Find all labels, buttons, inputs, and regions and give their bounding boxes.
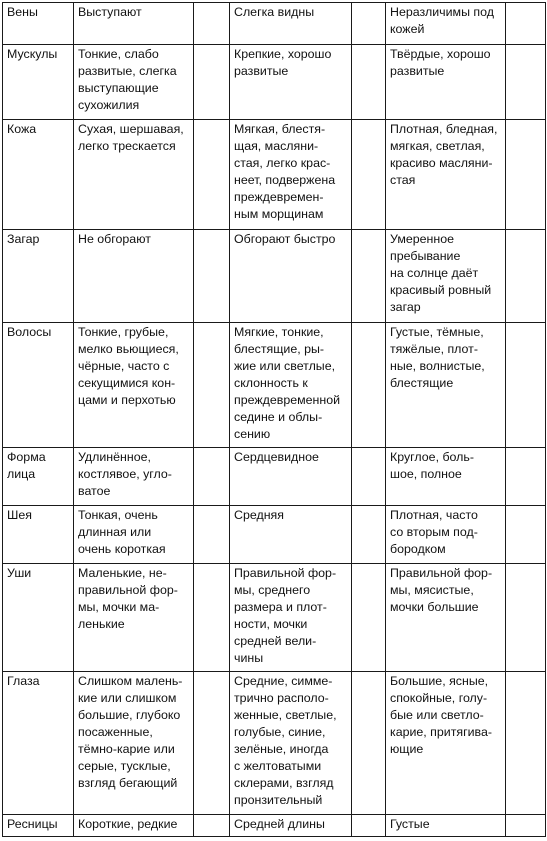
- row-label-cell: [3, 564, 74, 672]
- row-label-cell: [3, 3, 74, 45]
- table-row: [3, 230, 546, 323]
- row-label: Кожа: [7, 122, 37, 136]
- trait-cell-type-3: [386, 3, 506, 45]
- empty-cell: [194, 564, 230, 672]
- trait-text: Тонкая, очень длинная или очень короткая: [78, 508, 166, 556]
- trait-cell-type-3: [386, 323, 506, 448]
- row-label: Форма лица: [7, 450, 46, 481]
- empty-cell: [194, 45, 230, 120]
- trait-cell-type-1: [74, 506, 194, 564]
- trait-text: Густые, тёмные, тяжёлые, плот- ные, волнистые, блестящие: [390, 325, 485, 390]
- row-label-cell: [3, 815, 74, 837]
- empty-cell: [352, 120, 386, 230]
- empty-cell: [194, 815, 230, 837]
- trait-cell-type-3: [386, 672, 506, 815]
- trait-text: Плотная, часто со вторым под- бородком: [390, 508, 478, 556]
- trait-cell-type-3: [386, 45, 506, 120]
- trait-text: Удлинённое, костлявое, угло- ватое: [78, 450, 172, 498]
- empty-cell: [352, 672, 386, 815]
- trait-cell-type-3: [386, 230, 506, 323]
- trait-cell-type-2: [230, 448, 352, 506]
- row-label-cell: [3, 323, 74, 448]
- empty-cell: [506, 815, 546, 837]
- trait-cell-type-2: [230, 45, 352, 120]
- trait-cell-type-2: [230, 564, 352, 672]
- trait-text: Маленькие, не- правильной фор- мы, мочки ма- ленькие: [78, 566, 178, 631]
- trait-cell-type-1: [74, 230, 194, 323]
- trait-text: Неразличимы под кожей: [390, 5, 494, 36]
- row-label-cell: [3, 230, 74, 323]
- trait-cell-type-1: [74, 45, 194, 120]
- row-label: Загар: [7, 232, 40, 246]
- empty-cell: [506, 564, 546, 672]
- empty-cell: [352, 45, 386, 120]
- trait-text: Средней длины: [234, 817, 325, 831]
- trait-cell-type-3: [386, 506, 506, 564]
- trait-cell-type-2: [230, 506, 352, 564]
- empty-cell: [352, 3, 386, 45]
- trait-cell-type-1: [74, 564, 194, 672]
- constitution-traits-table: [2, 2, 546, 837]
- row-label: Уши: [7, 566, 32, 580]
- trait-text: Слегка видны: [234, 5, 315, 19]
- trait-cell-type-3: [386, 448, 506, 506]
- empty-cell: [506, 323, 546, 448]
- trait-text: Не обгорают: [78, 232, 151, 246]
- trait-text: Умеренное пребывание на солнце даёт красивый ровный загар: [390, 232, 492, 314]
- row-label-cell: [3, 120, 74, 230]
- trait-cell-type-2: [230, 323, 352, 448]
- table-row: [3, 45, 546, 120]
- trait-cell-type-1: [74, 323, 194, 448]
- row-label-cell: [3, 448, 74, 506]
- trait-cell-type-2: [230, 230, 352, 323]
- empty-cell: [506, 672, 546, 815]
- empty-cell: [506, 3, 546, 45]
- trait-text: Слишком малень- кие или слишком большие, глубоко посаженные, тёмно-карие или серые, тусклые, взгляд бегающий: [78, 674, 183, 790]
- row-label: Шея: [7, 508, 32, 522]
- empty-cell: [352, 323, 386, 448]
- trait-text: Сердцевидное: [234, 450, 319, 464]
- trait-cell-type-3: [386, 564, 506, 672]
- trait-cell-type-3: [386, 815, 506, 837]
- table-row: [3, 506, 546, 564]
- trait-cell-type-3: [386, 120, 506, 230]
- trait-text: Средние, симме- трично располо- женные, светлые, голубые, синие, зелёные, иногда с желтоватыми склерами, взгляд пронзительный: [234, 674, 337, 807]
- empty-cell: [506, 230, 546, 323]
- empty-cell: [194, 672, 230, 815]
- empty-cell: [194, 448, 230, 506]
- empty-cell: [194, 323, 230, 448]
- empty-cell: [194, 230, 230, 323]
- empty-cell: [352, 506, 386, 564]
- row-label: Глаза: [7, 674, 40, 688]
- empty-cell: [506, 506, 546, 564]
- trait-text: Крепкие, хорошо развитые: [234, 47, 332, 78]
- empty-cell: [506, 448, 546, 506]
- trait-cell-type-1: [74, 120, 194, 230]
- row-label: Мускулы: [7, 47, 58, 61]
- trait-text: Мягкая, блестя- щая, масляни- стая, легко крас- неет, подвержена преждевремен- ным морщинам: [234, 122, 336, 221]
- row-label: Ресницы: [7, 817, 58, 831]
- empty-cell: [352, 448, 386, 506]
- empty-cell: [506, 120, 546, 230]
- trait-text: Обгорают быстро: [234, 232, 336, 246]
- row-label-cell: [3, 506, 74, 564]
- trait-text: Выступают: [78, 5, 142, 19]
- table-row: [3, 3, 546, 45]
- table-row: [3, 815, 546, 837]
- trait-cell-type-1: [74, 815, 194, 837]
- empty-cell: [506, 45, 546, 120]
- trait-text: Тонкие, грубые, мелко вьющиеся, чёрные, часто с секущимися кон- цами и перхотью: [78, 325, 179, 407]
- trait-text: Тонкие, слабо развитые, слегка выступающие сухожилия: [78, 47, 177, 112]
- empty-cell: [352, 815, 386, 837]
- trait-cell-type-1: [74, 448, 194, 506]
- trait-cell-type-1: [74, 3, 194, 45]
- row-label: Волосы: [7, 325, 52, 339]
- trait-text: Правильной фор- мы, среднего размера и плот- ности, мочки средней вели- чины: [234, 566, 337, 665]
- empty-cell: [194, 506, 230, 564]
- trait-text: Большие, ясные, спокойные, голу- бые или светло- карие, притягива- ющие: [390, 674, 492, 756]
- table-row: [3, 120, 546, 230]
- empty-cell: [194, 3, 230, 45]
- trait-cell-type-2: [230, 120, 352, 230]
- trait-cell-type-2: [230, 3, 352, 45]
- empty-cell: [352, 564, 386, 672]
- trait-text: Сухая, шершавая, легко трескается: [78, 122, 184, 153]
- table-row: [3, 564, 546, 672]
- table-row: [3, 323, 546, 448]
- document-page: [2, 2, 545, 839]
- trait-text: Плотная, бледная, мягкая, светлая, красиво масляни- стая: [390, 122, 498, 187]
- empty-cell: [194, 120, 230, 230]
- trait-cell-type-2: [230, 815, 352, 837]
- trait-text: Мягкие, тонкие, блестящие, ры- жие или светлые, склонность к преждевременной седине и облы- сению: [234, 325, 341, 441]
- row-label-cell: [3, 45, 74, 120]
- trait-text: Твёрдые, хорошо развитые: [390, 47, 491, 78]
- table-row: [3, 672, 546, 815]
- trait-text: Средняя: [234, 508, 284, 522]
- trait-cell-type-2: [230, 672, 352, 815]
- row-label-cell: [3, 672, 74, 815]
- empty-cell: [352, 230, 386, 323]
- trait-text: Круглое, боль- шое, полное: [390, 450, 474, 481]
- trait-text: Короткие, редкие: [78, 817, 178, 831]
- trait-text: Правильной фор- мы, мясистые, мочки большие: [390, 566, 493, 614]
- row-label: Вены: [7, 5, 38, 19]
- table-row: [3, 448, 546, 506]
- trait-text: Густые: [390, 817, 430, 831]
- trait-cell-type-1: [74, 672, 194, 815]
